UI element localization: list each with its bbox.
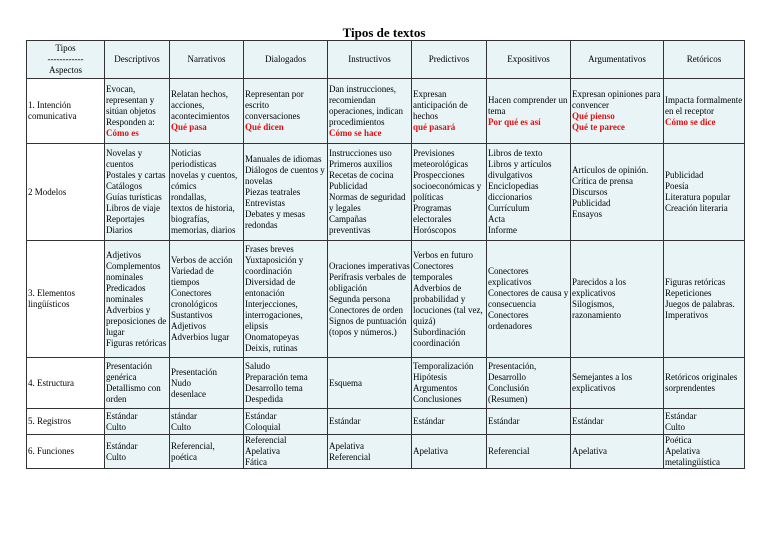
- cell-line: Estándar: [488, 416, 520, 426]
- key-question: Qué pasa: [171, 122, 207, 132]
- table-cell: [664, 435, 745, 469]
- cell-line: Variedad de tiempos: [171, 266, 214, 287]
- cell-line: Culto: [171, 421, 192, 432]
- cell-line: Conectores explicativos: [488, 266, 532, 287]
- cell-line: Subordinación coordinación: [413, 326, 466, 348]
- cell-line: Referencial: [245, 435, 287, 445]
- column-header: Expositivos: [487, 41, 571, 79]
- table-cell: [170, 435, 244, 469]
- cell-text: Representan por escrito conversaciones: [245, 89, 304, 121]
- table-cell: [664, 144, 745, 241]
- table-cell: [571, 409, 664, 435]
- cell-line: Verbos en futuro: [413, 249, 473, 260]
- table-cell: [105, 144, 170, 241]
- cell-line: Preparación tema: [245, 372, 308, 382]
- table-row: [27, 358, 745, 409]
- cell-line: Perífrasis verbales de obligación: [329, 271, 406, 293]
- cell-line: Imperativos: [665, 310, 708, 320]
- cell-line: Prospecciones socioeconómicas y políticas: [413, 170, 482, 202]
- cell-line: Poesía: [665, 181, 689, 191]
- cell-line: Referencial: [329, 451, 371, 462]
- cell-text: Relatan hechos, acciones, acontecimientos: [171, 89, 230, 121]
- cell-line: Literatura popular: [665, 192, 731, 202]
- cell-line: Presentación: [171, 366, 217, 377]
- cell-line: Postales y cartas: [106, 170, 166, 180]
- table-cell: [328, 79, 412, 144]
- header-row: [27, 41, 745, 79]
- column-header: Argumentativos: [571, 41, 664, 79]
- cell-line: Programas electorales: [413, 203, 452, 224]
- table-cell: [412, 358, 487, 409]
- text-types-table: [26, 40, 745, 469]
- table-cell: [412, 409, 487, 435]
- cell-line: Yuxtaposición y coordinación: [245, 255, 304, 276]
- cell-text: Evocan, representan y sitúan objetos Responden a:: [106, 83, 156, 127]
- cell-line: Argumentos: [413, 383, 458, 393]
- cell-line: Acta: [488, 214, 505, 224]
- cell-line: Previsiones meteorológicas: [413, 148, 468, 169]
- cell-line: Retóricos originales sorprendentes: [665, 372, 738, 393]
- column-header: Descriptivos: [105, 41, 170, 79]
- cell-line: desenlace: [171, 388, 206, 399]
- cell-line: Publicidad: [572, 197, 611, 208]
- column-header: Instructivos: [328, 41, 412, 79]
- table-cell: [487, 144, 571, 241]
- key-question: Qué dicen: [245, 122, 284, 132]
- cell-line: Frases breves: [245, 244, 294, 254]
- aspect-label: 6. Funciones: [27, 435, 105, 469]
- key-question: Qué pienso: [572, 111, 615, 121]
- key-question: Qué te parece: [572, 122, 625, 132]
- table-cell: [170, 409, 244, 435]
- key-question: Cómo es: [106, 127, 139, 138]
- cell-line: stándar: [171, 410, 197, 421]
- cell-line: Poética: [665, 435, 692, 445]
- cell-line: Novelas y cuentos: [106, 148, 143, 169]
- cell-line: Estándar: [572, 416, 604, 426]
- cell-line: Publicidad: [665, 170, 704, 180]
- cell-line: rondallas,: [171, 192, 207, 202]
- cell-line: Creación literaria: [665, 203, 728, 213]
- table-row: [27, 79, 745, 144]
- cell-line: Conectores temporales: [413, 260, 454, 282]
- table-cell: [244, 144, 328, 241]
- cell-line: Estándar: [106, 440, 138, 451]
- column-header: Dialogados: [244, 41, 328, 79]
- cell-line: Fática: [245, 457, 267, 467]
- cell-line: Reportajes: [106, 214, 145, 224]
- cell-line: Desarrollo tema: [245, 383, 303, 393]
- cell-text: Hacen comprender un tema: [488, 94, 568, 116]
- cell-line: Adjetivos: [106, 249, 141, 260]
- table-cell: [412, 144, 487, 241]
- cell-line: Silogismos, razonamiento: [572, 299, 621, 320]
- cell-line: Predicados nominales: [106, 282, 146, 304]
- table-cell: [328, 241, 412, 358]
- cell-line: Verbos de acción: [171, 255, 233, 265]
- column-header: Narrativos: [170, 41, 244, 79]
- table-cell: [105, 409, 170, 435]
- table-cell: [571, 241, 664, 358]
- cell-line: Culto: [106, 421, 127, 432]
- cell-line: Ensayos: [572, 208, 602, 219]
- table-cell: [170, 241, 244, 358]
- aspect-label: 3. Elementos lingüísticos: [27, 241, 105, 358]
- cell-line: Piezas teatrales: [245, 186, 301, 197]
- cell-line: Culto: [106, 451, 127, 462]
- table-cell: [487, 435, 571, 469]
- key-question: Por qué es así: [488, 116, 541, 127]
- cell-text: Expresan opiniones para convencer: [572, 89, 661, 110]
- table-cell: [328, 435, 412, 469]
- cell-line: Guías turísticas: [106, 192, 162, 202]
- cell-line: Sustantivos: [171, 310, 213, 320]
- table-cell: [664, 79, 745, 144]
- cell-line: Despedida: [245, 394, 283, 404]
- cell-line: Juegos de palabras.: [665, 299, 735, 309]
- cell-line: Artículos de opinión.: [572, 164, 649, 175]
- cell-line: Referencial, poética: [171, 440, 215, 462]
- table-cell: [487, 409, 571, 435]
- table-cell: [105, 79, 170, 144]
- key-question: qué pasará: [413, 122, 456, 132]
- cell-line: Coloquial: [245, 421, 281, 432]
- cell-line: Detallismo con orden: [106, 383, 161, 404]
- cell-line: Diálogos de cuentos y novelas: [245, 164, 325, 186]
- table-cell: [571, 79, 664, 144]
- table-cell: [170, 144, 244, 241]
- cell-line: novelas y cuentos, cómics: [171, 170, 238, 191]
- cell-line: Adverbios y preposiciones de lugar: [106, 304, 167, 337]
- cell-line: Parecidos a los explicativos: [572, 277, 626, 298]
- table-cell: [244, 435, 328, 469]
- cell-line: Conclusiones: [413, 394, 462, 404]
- cell-line: Estándar: [106, 410, 138, 421]
- cell-line: Estándar: [413, 416, 445, 426]
- aspect-label: 1. Intención comunicativa: [27, 79, 105, 144]
- table-cell: [244, 358, 328, 409]
- cell-line: Conectores de causa y consecuencia: [488, 288, 569, 309]
- cell-line: Entrevistas: [245, 197, 285, 208]
- table-cell: [170, 79, 244, 144]
- cell-line: Signos de puntuación (topos y números.): [329, 315, 407, 337]
- table-row: [27, 144, 745, 241]
- cell-line: Temporalización: [413, 361, 474, 371]
- cell-line: Saludo: [245, 361, 271, 371]
- column-header: Predictivos: [412, 41, 487, 79]
- aspect-label: 5. Registros: [27, 409, 105, 435]
- cell-line: Apelativa: [413, 446, 448, 456]
- cell-line: Apelativa: [329, 440, 364, 451]
- cell-line: Segunda persona: [329, 293, 391, 304]
- cell-line: Diversidad de entonación: [245, 277, 296, 298]
- table-cell: [105, 358, 170, 409]
- key-question: Cómo se dice: [665, 116, 716, 127]
- table-cell: [105, 241, 170, 358]
- table-cell: [487, 79, 571, 144]
- cell-line: Instrucciones uso: [329, 148, 392, 158]
- cell-line: Presentación,: [488, 361, 537, 371]
- cell-line: Conectores cronológicos: [171, 288, 218, 309]
- cell-line: Adjetivos: [171, 321, 206, 331]
- cell-line: Apelativa: [665, 446, 700, 456]
- cell-line: Nudo: [171, 377, 191, 388]
- corner-header-cell: [27, 41, 105, 79]
- table-cell: [664, 409, 745, 435]
- cell-line: Repeticiones: [665, 288, 712, 298]
- cell-line: Estándar: [329, 416, 361, 426]
- table-cell: [487, 241, 571, 358]
- cell-line: Normas de seguridad y legales: [329, 192, 406, 213]
- table-cell: [328, 409, 412, 435]
- cell-line: Conclusión: [488, 383, 530, 393]
- document-title: Tipos de textos: [342, 25, 426, 40]
- cell-line: Figuras retóricas: [106, 337, 167, 348]
- cell-line: Apelativa: [245, 446, 280, 456]
- table-cell: [244, 409, 328, 435]
- cell-line: Recetas de cocina: [329, 170, 394, 180]
- cell-line: Libros de viaje: [106, 203, 160, 213]
- key-question: Cómo se hace: [329, 127, 382, 138]
- cell-line: Conectores de orden: [329, 304, 403, 315]
- aspect-label: 4. Estructura: [27, 358, 105, 409]
- cell-line: Referencial: [488, 446, 530, 456]
- cell-line: Manuales de idiomas: [245, 153, 322, 164]
- cell-line: Desarrollo: [488, 372, 526, 382]
- cell-line: Crítica de prensa: [572, 175, 633, 186]
- cell-line: Adverbios de probabilidad y locuciones (tal vez, quizá): [413, 282, 483, 326]
- cell-line: Libros y artículos divulgativos: [488, 159, 552, 180]
- cell-line: Currículum: [488, 203, 530, 213]
- corner-label-aspects: Aspectos: [49, 65, 82, 75]
- table-cell: [412, 79, 487, 144]
- cell-line: Diarios: [106, 225, 133, 235]
- cell-text: Dan instrucciones, recomiendan operaciones, indican procedimientos: [329, 83, 403, 127]
- cell-line: Libros de texto: [488, 148, 543, 158]
- corner-label-dashes: ------------: [47, 54, 84, 64]
- cell-line: Campañas preventivas: [329, 214, 371, 235]
- table-cell: [571, 144, 664, 241]
- table-cell: [170, 358, 244, 409]
- cell-line: Interjecciones, interrogaciones, elipsis: [245, 299, 303, 331]
- table-cell: [571, 358, 664, 409]
- cell-line: Figuras retóricas: [665, 277, 726, 287]
- cell-line: Esquema: [329, 377, 362, 388]
- cell-line: Debates y mesas redondas: [245, 208, 305, 230]
- cell-line: Deixis, rutinas: [245, 343, 298, 353]
- cell-line: Apelativa: [572, 446, 607, 456]
- cell-line: Catálogos: [106, 181, 142, 191]
- table-row: [27, 435, 745, 469]
- column-header: Retóricos: [664, 41, 745, 79]
- cell-line: Estándar: [245, 410, 277, 421]
- table-row: [27, 409, 745, 435]
- cell-line: Presentación genérica: [106, 361, 152, 382]
- cell-line: Horóscopos: [413, 225, 456, 235]
- cell-line: Oraciones imperativas: [329, 260, 410, 271]
- table-cell: [328, 358, 412, 409]
- cell-line: diccionarios: [488, 192, 532, 202]
- table-cell: [412, 435, 487, 469]
- table-cell: [328, 144, 412, 241]
- cell-line: (Resumen): [488, 394, 528, 404]
- cell-line: metalingüística: [665, 457, 720, 467]
- table-row: [27, 241, 745, 358]
- cell-line: Hipótesis: [413, 372, 448, 382]
- cell-line: Estándar: [665, 410, 697, 421]
- cell-text: Impacta formalmente en el receptor: [665, 94, 743, 116]
- cell-line: Informe: [488, 225, 517, 235]
- table-cell: [105, 435, 170, 469]
- cell-line: Complementos nominales: [106, 260, 161, 282]
- aspect-label: 2 Modelos: [27, 144, 105, 241]
- cell-line: Onomatopeyas: [245, 332, 299, 342]
- table-cell: [244, 241, 328, 358]
- cell-text: Expresan anticipación de hechos: [413, 89, 468, 121]
- cell-line: Semejantes a los explicativos: [572, 372, 632, 393]
- table-cell: [412, 241, 487, 358]
- table-cell: [664, 358, 745, 409]
- table-cell: [244, 79, 328, 144]
- cell-line: Conectores ordenadores: [488, 310, 532, 331]
- table-cell: [571, 435, 664, 469]
- table-cell: [664, 241, 745, 358]
- cell-line: Adverbios lugar: [171, 332, 230, 342]
- cell-line: Primeros auxilios: [329, 159, 393, 169]
- corner-label-types: Tipos: [55, 43, 76, 53]
- cell-line: textos de historia, biografías, memorias, diarios: [171, 203, 236, 235]
- cell-line: Noticias periodísticas: [171, 148, 217, 169]
- cell-line: Discursos: [572, 186, 608, 197]
- cell-line: Enciclopedias: [488, 181, 539, 191]
- table-cell: [487, 358, 571, 409]
- cell-line: Culto: [665, 421, 686, 432]
- cell-line: Publicidad: [329, 181, 368, 191]
